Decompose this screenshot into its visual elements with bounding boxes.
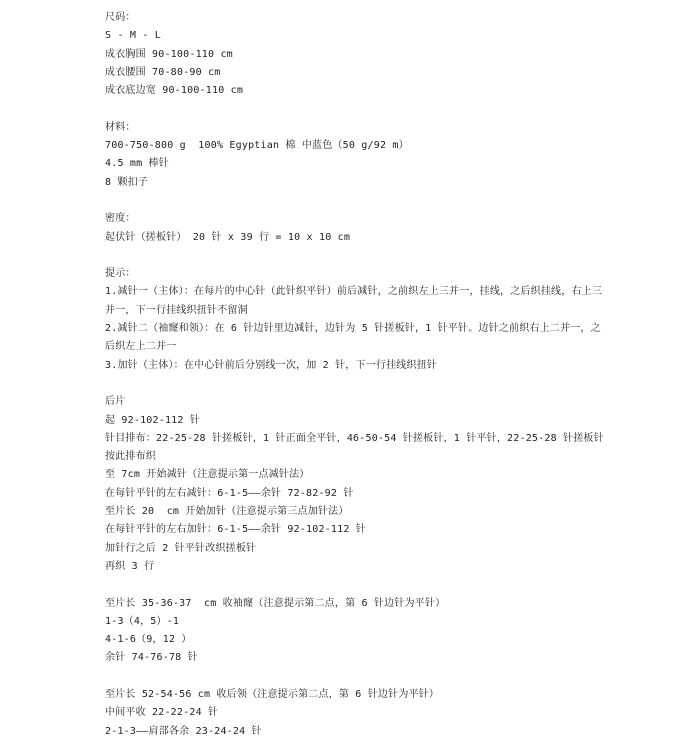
armhole-line: 余针 74-76-78 针 (105, 652, 198, 664)
tips-title: 提示： (105, 268, 136, 280)
materials-line: 700-750-800 g 100% Egyptian 棉 中蓝色（50 g/92 m） (105, 140, 409, 152)
back-line: 再织 3 行 (105, 560, 155, 572)
size-line: 成衣腰围 70-80-90 cm (105, 66, 221, 78)
back-line: 针目排布：22-25-28 针搓板针，1 针正面全平针，46-50-54 针搓板针，1 针平针，22-25-28 针搓板针 (105, 432, 604, 444)
size-line: 成衣底边宽 90-100-110 cm (105, 85, 244, 97)
gauge-line: 起伏针（搓板针） 20 针 x 39 行 = 10 x 10 cm (105, 231, 351, 243)
armhole-line: 1-3（4，5）-1 (105, 615, 180, 627)
materials-title: 材料： (105, 121, 136, 133)
back-line: 至片长 20 cm 开始加针（注意提示第三点加针法） (105, 506, 349, 518)
back-line: 按此排布织 (105, 451, 156, 463)
spacer (105, 192, 605, 210)
spacer (105, 247, 605, 265)
back-line: 起 92-102-112 针 (105, 414, 201, 426)
neck-line: 中间平收 22-22-24 针 (105, 707, 219, 719)
armhole-line: 至片长 35-36-37 cm 收袖窿（注意提示第二点，第 6 针边针为平针） (105, 597, 446, 609)
spacer (105, 576, 605, 594)
knitting-pattern-document (105, 9, 605, 741)
back-line: 在每针平针的左右加针：6-1-5——余针 92-102-112 针 (105, 524, 366, 536)
materials-line: 4.5 mm 棒针 (105, 158, 169, 170)
size-title: 尺码： (105, 12, 136, 23)
size-line: S - M - L (105, 30, 161, 42)
spacer (105, 100, 605, 118)
tips-line: 2.减针二（袖窿和领）：在 6 针边针里边减针，边针为 5 针搓板针，1 针平针。边针之前织右上二并一，之后织左上二并一 (105, 323, 601, 353)
back-line: 在每针平针的左右减针：6-1-5——余针 72-82-92 针 (105, 487, 354, 499)
neck-line: 至片长 52-54-56 cm 收后领（注意提示第二点，第 6 针边针为平针） (105, 688, 440, 700)
tips-line: 1.减针一（主体）：在每片的中心针（此针织平针）前后减针，之前织左上三并一，挂线，之后织挂线，右上三并一，下一行挂线织扭针不留洞 (105, 286, 603, 316)
spacer (105, 375, 605, 393)
armhole-line: 4-1-6（9，12 ） (105, 634, 192, 646)
back-line: 至 7cm 开始减针（注意提示第一点减针法） (105, 469, 310, 481)
back-line: 加针行之后 2 针平针改织搓板针 (105, 542, 257, 554)
tips-line: 3.加针（主体）：在中心针前后分别线一次，加 2 针，下一行挂线织扭针 (105, 359, 438, 371)
size-line: 成衣胸围 90-100-110 cm (105, 48, 233, 60)
materials-line: 8 颗扣子 (105, 176, 149, 188)
spacer (105, 668, 605, 686)
gauge-title: 密度： (105, 213, 136, 225)
back-title: 后片 (105, 396, 126, 408)
neck-line: 2-1-3——肩部各余 23-24-24 针 (105, 725, 262, 737)
